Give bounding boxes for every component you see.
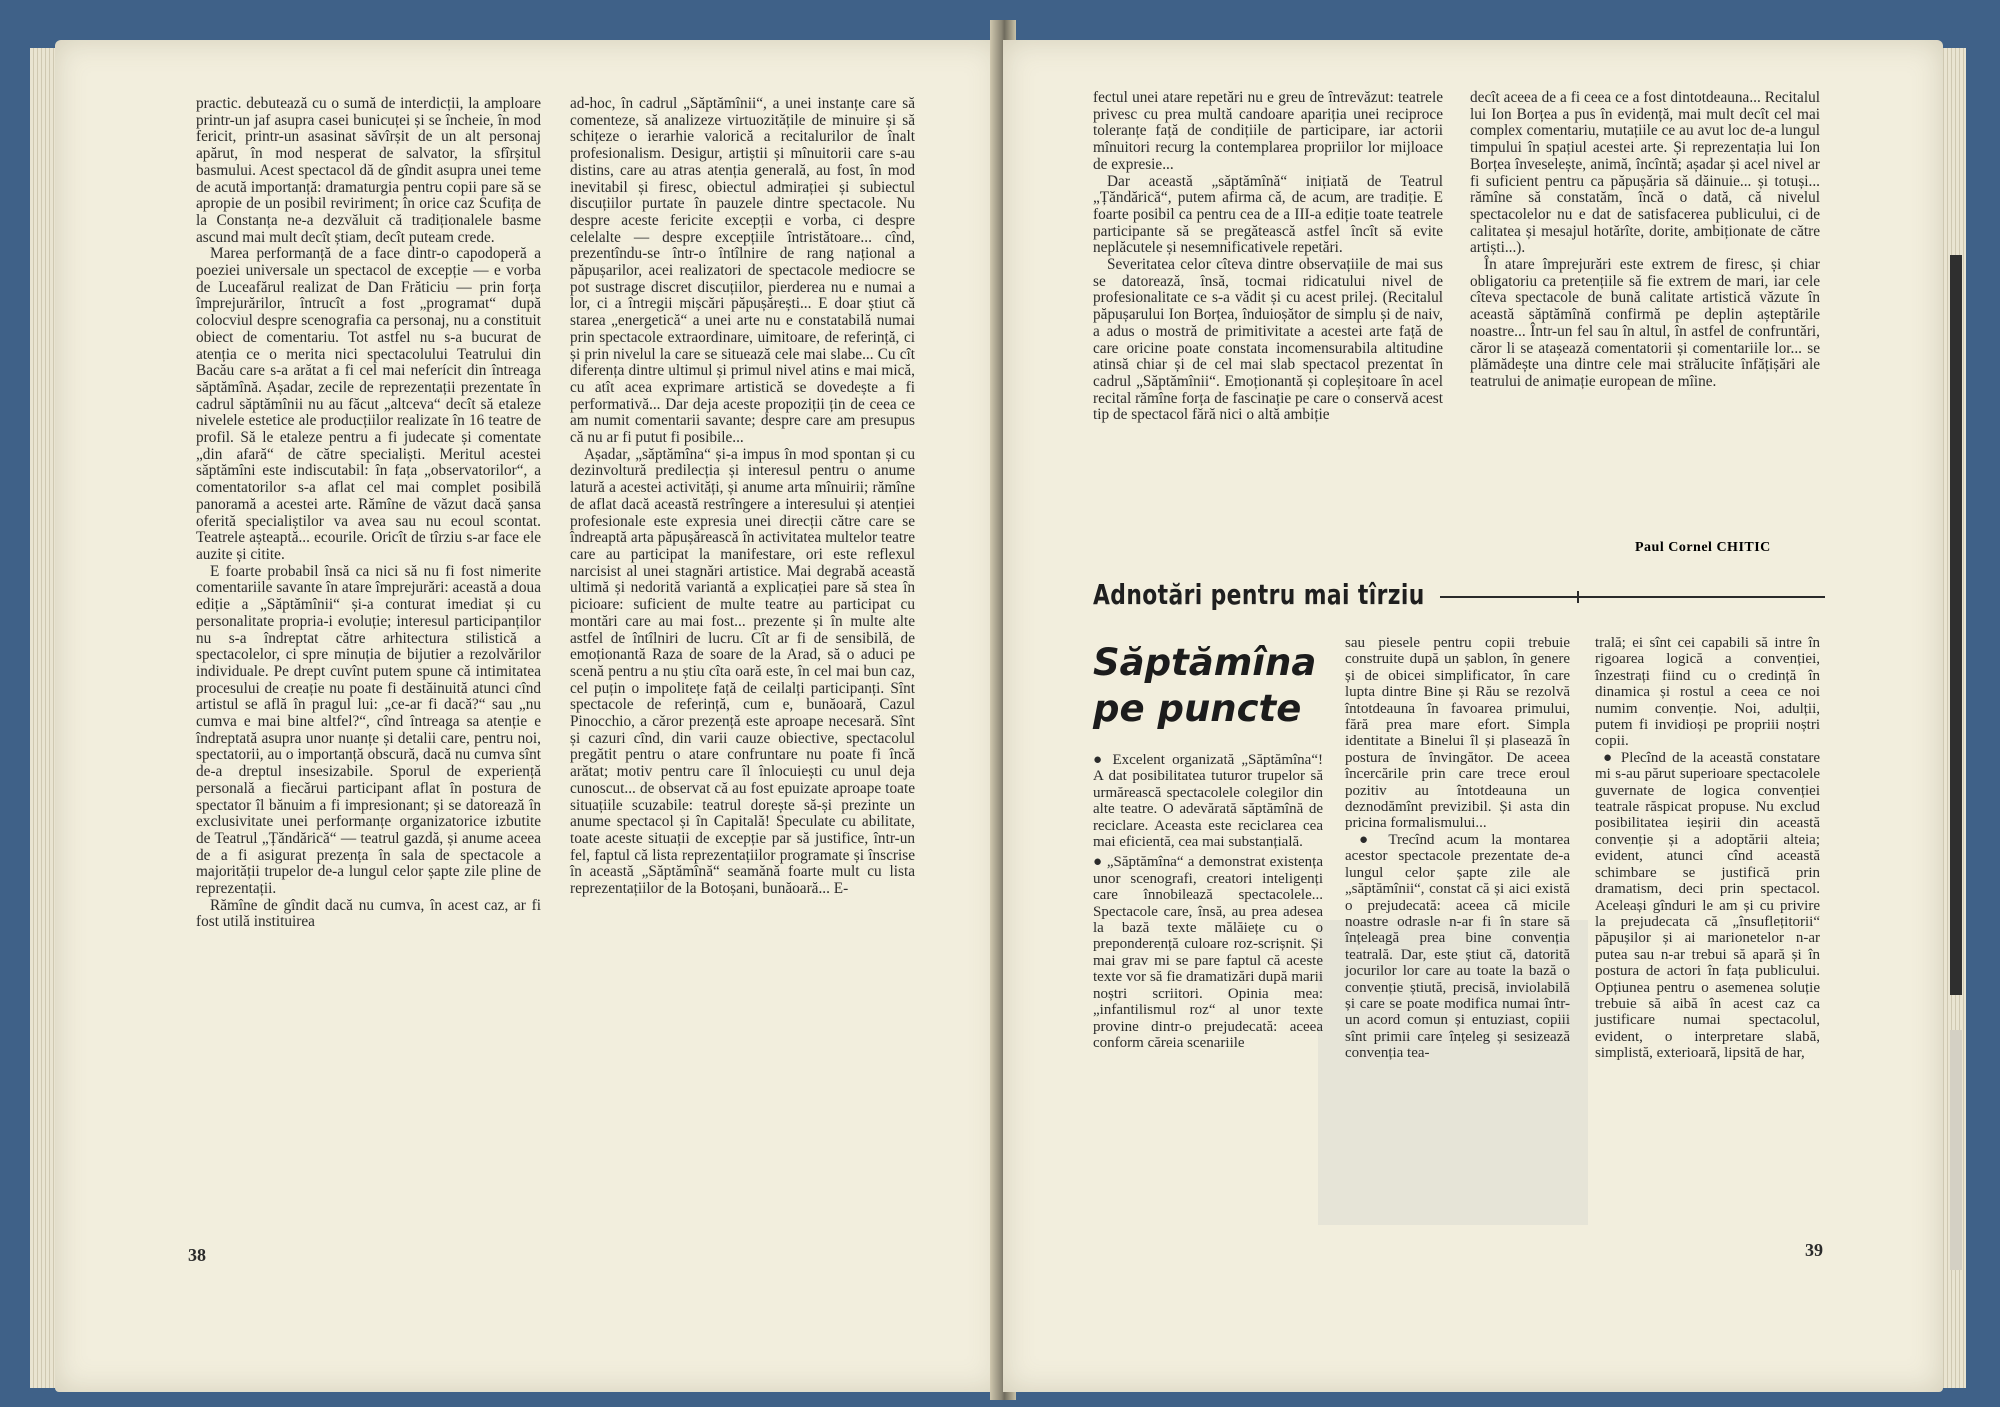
bullet-paragraph: ● Excelent organizată „Săptămîna“! A dat posibilitatea tuturor trupelor să urmărească spectacolele colegilor din alte teatre. O adevărată săptămînă de reciclare. Aceasta este reciclarea cea mai eficientă, cea mai substanțială.	[1093, 752, 1323, 851]
paragraph: fectul unei atare repetări nu e greu de întrevăzut: teatrele privesc cu prea multă candoare apariția unei reciproce toleranțe față de condițiile de participare, iar actorii mînuitori recurg la contemplarea propriilor lor mijloace de expresie...	[1093, 89, 1443, 173]
paragraph: sau piesele pentru copii trebuie construite după un șablon, în genere și de obicei simplificator, în care lupta dintre Bine și Rău se rezolvă întotdeauna în favoarea primului, fără prea mare efort. Simpla identitate a Binelui îl și plasează în postura de învingător. De aceea încercările prin care trece eroul pozitiv au întotdeauna un deznodămînt previzibil. Și asta din pricina formalismului...	[1345, 635, 1570, 832]
author-byline: Paul Cornel CHITIC	[1635, 540, 1771, 555]
paragraph: Severitatea celor cîteva dintre observațiile de mai sus se datorează, însă, tocmai ridicatului nivel de profesionalitate ce s-a vădit și cu acest prilej. (Recitalul păpușarului Ion Borțea, înduioșător de simplu și de naiv, a adus o mostră de primitivitate a acestei arte față de care oricine poate constata incomensurabila altitudine atinsă chiar și de cel mai slab spectacol prezentat în cadrul „Săptămînii“. Emoționantă și copleșitoare în acel recital rămîne forța de fascinație pe care o conservă acest tip de spectacol fără nici o altă ambiție	[1093, 256, 1443, 424]
heading-rule	[1440, 596, 1825, 598]
section-heading: Adnotări pentru mai tîrziu	[1093, 578, 1425, 611]
paragraph: Așadar, „săptămîna“ și-a impus în mod spontan și cu dezinvoltură predilecția și interesul pentru o anume latură a acestei activități, și anume arta mînuirii; rămîne de aflat dacă această restrîngere a interesului și atenției profesionale este expresia unei direcții către care se îndreaptă arta păpușărească în activitatea multelor teatre care au participat la manifestare, ori este reflexul narcisist al unei stagnări artistice. Mai degrabă această ultimă și nedorită variantă a explicației pare să stea în picioare: suficient de multe teatre au participat cu montări care au mai fost... prezente și în multe alte astfel de întîlniri de lucru. Cît ar fi de sensibilă, de emoționantă Raza de soare de la Arad, să o aduci pe scenă pentru a nu știu cîta oară este, în cel mai bun caz, cel puțin o impolitețe față de ceilalți participanți. Sînt spectacole de referință, cum e, bunăoară, Cazul Pinocchio, a căror prezență este aproape necesară. Sînt și cazuri cînd, din varii cauze obiective, spectacolul pregătit pentru o atare confruntare nu poate fi încă arătat; motiv pentru care îl înlocuiești cu unul deja cunoscut... de observat că au fost epuizate aproape toate situațiile scuzabile: teatrul dorește să-și prezinte un anume spectacol și în Capitală! Speculate cu abilitate, toate aceste situații de excepție par să justifice, într-un fel, faptul că lista reprezentațiilor programate și înscrise în această „Săptămînă“ seamănă foarte mult cu lista reprezentațiilor de la Botoșani, bunăoară... E-	[570, 445, 915, 898]
paragraph: În atare împrejurări este extrem de firesc, și chiar obligatoriu ca pretențiile să fie extrem de mari, iar cele cîteva spectacole de bună calitate artistică văzute în această săptămînă confirmă pe deplin așteptările noastre... Într-un fel sau în altul, în astfel de confruntări, căror li se atașează comentatorii și comentariile lor... se plămădește una dintre cele mai strălucite înfățișări ale teatrului de animație european de mîine.	[1470, 256, 1820, 390]
box-column-1	[1093, 752, 1323, 1051]
page-number-left: 38	[188, 1245, 206, 1265]
paragraph: Rămîne de gîndit dacă nu cumva, în acest caz, ar fi fost utilă instituirea	[196, 896, 541, 931]
left-page-column-1	[196, 96, 541, 931]
bullet-paragraph: ● Plecînd de la această constatare mi s-au părut superioare spectacolele guvernate de logica convenției teatrale răspicat propuse. Nu exclud posibilitatea ieșirii din această convenție și a adoptării alteia; evident, atunci cînd această schimbare se justifică prin dramatism, deci prin spectacol. Aceleași gînduri le am și cu privire la prejudecata că „însuflețitorii“ păpușilor și ai marionetelor n-ar putea sau n-ar trebui să apară și în postura de actori în fața publicului. Opțiunea pentru o asemenea soluție trebuie să aibă în acest caz ca justificare numai spectacolul, evident, o interpretare slabă, simplistă, exterioară, lipsită de har,	[1595, 749, 1820, 1062]
paragraph: decît aceea de a fi ceea ce a fost dintotdeauna... Recitalul lui Ion Borțea a pus în evidență, mai mult decît cel mai complex comentariu, mutațiile ce au avut loc de-a lungul timpului în spațiul acestei arte. Și reprezentația lui Ion Borțea înveselește, animă, încîntă; așadar și acel nivel ar fi suficient pentru ca păpușăria să dăinuie... și totuși... rămîne să constatăm, încă o dată, că nivelul spectacolelor nu e dat de satisfacerea publicului, ci de calitatea și mesajul hotărîte, dorite, ambiționate de către artiști...).	[1470, 89, 1820, 257]
box-title-line-2: pe puncte	[1093, 687, 1302, 730]
heading-rule-mark	[1577, 591, 1579, 603]
box-column-2	[1345, 635, 1570, 1062]
paragraph: E foarte probabil însă ca nici să nu fi fost nimerite comentariile savante în atare împrejurări: această a doua ediție a „Săptămînii“ și-a conturat imediat și cu personalitate propria-i evoluție; interesul participanților nu s-a îndreptat către arhitectura stilistică a spectacolelor, ci spre minuția de bijutier a rezolvărilor individuale. Pe drept cuvînt putem spune că intimitatea procesului de creație nu poate fi destăinuită atunci cînd artistul se află în pragul lui: „ce-ar fi dacă?“ sau „nu cumva e mai bine altfel?“, cînd întreaga sa atenție e îndreptată asupra unor nuanțe și detalii care, pentru noi, spectatorii, au o importanță obscură, dacă nu cumva sînt de-a dreptul insesizabile. Sporul de experiență personală a fiecărui participant aflat în postura de spectator îl bănuim a fi impresionant; și se datorează în exclusivitate unei performanțe organizatorice izbutite de Teatrul „Țăndărică“ — teatrul gazdă, și anume aceea de a fi asigurat prezența în sala de spectacole a majorității trupelor de-a lungul celor șapte zile pline de reprezentații.	[196, 562, 541, 898]
paragraph: practic. debutează cu o sumă de interdicții, la amploare printr-un jaf asupra casei bunicuței și se încheie, în mod fericit, printr-un asasinat săvîrșit de un alt personaj apărut, în mod nesperat de salvator, la sfîrșitul basmului. Acest spectacol dă de gîndit asupra unei teme de acută importanță: dramaturgia pentru copii pare să se apropie de un posibil reviriment; în orice caz Scufița de la Constanța ne-a dezvăluit că tradiționalele basme ascund mai mult decît știam, decît puteam crede.	[196, 95, 541, 246]
paragraph: ad-hoc, în cadrul „Săptămînii“, a unei instanțe care să comenteze, să analizeze virtuozitățile de minuire și să schițeze o ierarhie valorică a recitalurilor de înalt profesionalism. Desigur, artiștii și mînuitorii care s-au distins, care au atras atenția generală, au fost, în mod inevitabil și firesc, obiectul admirației și subiectul discuțiilor purtate în pauzele dintre spectacole. Nu despre aceste fericite excepții e vorba, ci despre celelalte — despre excepțiile întristătoare... cînd, prezentîndu-se într-o întîlnire de rang național a păpușarilor, acei realizatori de spectacole mediocre se pot sustrage discret discuțiilor, pierderea nu e numai a lor, ci a întregii mișcări păpușărești... E doar știut că starea „energetică“ a unei arte nu e constatabilă numai prin spectacole extraordinare, uimitoare, de referință, ci și prin nivelul la care se situează cele mai slabe... Cu cît diferența dintre ultimul și primul nivel atins e mai mică, cu atît acea exprimare artistică se dovedește a fi performativă... Dar deja aceste propoziții țin de ceea ce am numit comentarii savante; despre care am presupus că nu ar fi putut fi posibile...	[570, 95, 915, 447]
box-column-3	[1595, 635, 1820, 1062]
box-title-line-1: Săptămîna	[1093, 641, 1317, 684]
paragraph: Dar această „săptămînă“ inițiată de Teatrul „Țăndărică“, putem afirma că, de acum, are tradiție. E foarte posibil ca pentru cea de a III-a ediție toate teatrele participante să se pregătească astfel încît să evite neplăcutele și nesemnificativele repetări.	[1093, 172, 1443, 257]
next-page-edge-light	[1950, 1030, 1962, 1270]
page-number-right: 39	[1805, 1240, 1823, 1260]
bullet-paragraph: ● „Săptămîna“ a demonstrat existența unor scenografi, creatori inteligenți care înnobilează spectacolele... Spectacole care, însă, au prea adesea la bază texte mălăiețe cu o preponderență culoare roz-scrișnit. Și mai grav mi se pare faptul că aceste texte vor să fie dramatizări după marii noștri scriitori. Opinia mea: „infantilismul roz“ al unor texte provine dintr-o prejudecată: aceea conform căreia scenariile	[1093, 854, 1323, 1051]
next-page-edge	[1950, 255, 1962, 995]
right-page-column-2	[1470, 90, 1820, 391]
paragraph: trală; ei sînt cei capabili să intre în rigoarea logică a convenției, înzestrați fiind cu o credință în dinamica și rostul a ceea ce noi numim convenție. Noi, adulții, putem fi invidioși pe propriii noștri copii.	[1595, 635, 1820, 750]
left-page-column-2	[570, 96, 915, 898]
right-page-column-1	[1093, 90, 1443, 424]
box-title	[1093, 640, 1333, 732]
paragraph: Marea performanță de a face dintr-o capodoperă a poeziei universale un spectacol de excepție — e vorba de Luceafărul realizat de Dan Frăticiu — prin forța împrejurărilor, întrucît a fost „programat“ după colocviul despre scenografia ca personaj, nu a constituit obiect de comentariu. Tot astfel nu s-a bucurat de atenția ce o merita nici spectacolului Teatrului din Bacău care s-a arătat a fi cel mai neferícit din întreaga săptămînă. Așadar, zecile de reprezentații prezentate în cadrul săptămînii nu au făcut „altceva“ decît să etaleze nivelele estetice ale producțiilor realizate în 16 teatre de profil. Să le etaleze pentru a fi judecate și comentate „din afară“ de către specialiști. Meritul acestei săptămîni este indiscutabil: în fața „observatorilor“, a comentatorilor s-a aflat cel mai complet posibilă panoramă a acestei arte. Rămîne de văzut dacă șansa oferită specialiștilor va avea sau nu ecoul scontat. Teatrele așteaptă... ecourile. Oricît de tîrziu s-ar face ele auzite și citite.	[196, 245, 541, 563]
bullet-paragraph: ● Trecînd acum la montarea acestor spectacole prezentate de-a lungul celor șapte zile ale „săptămînii“, constat că și aici există o prejudecată: aceea că micile noastre odrasle n-ar fi în stare să înțeleagă prea bine convenția teatrală. Dar, este știut că, datorită jocurilor lor care au toate la bază o convenție știută, precisă, inviolabilă și care se poate modifica numai într-un acord comun și entuziast, copiii sînt primii care înțeleg și sesizează convenția tea-	[1345, 831, 1570, 1062]
